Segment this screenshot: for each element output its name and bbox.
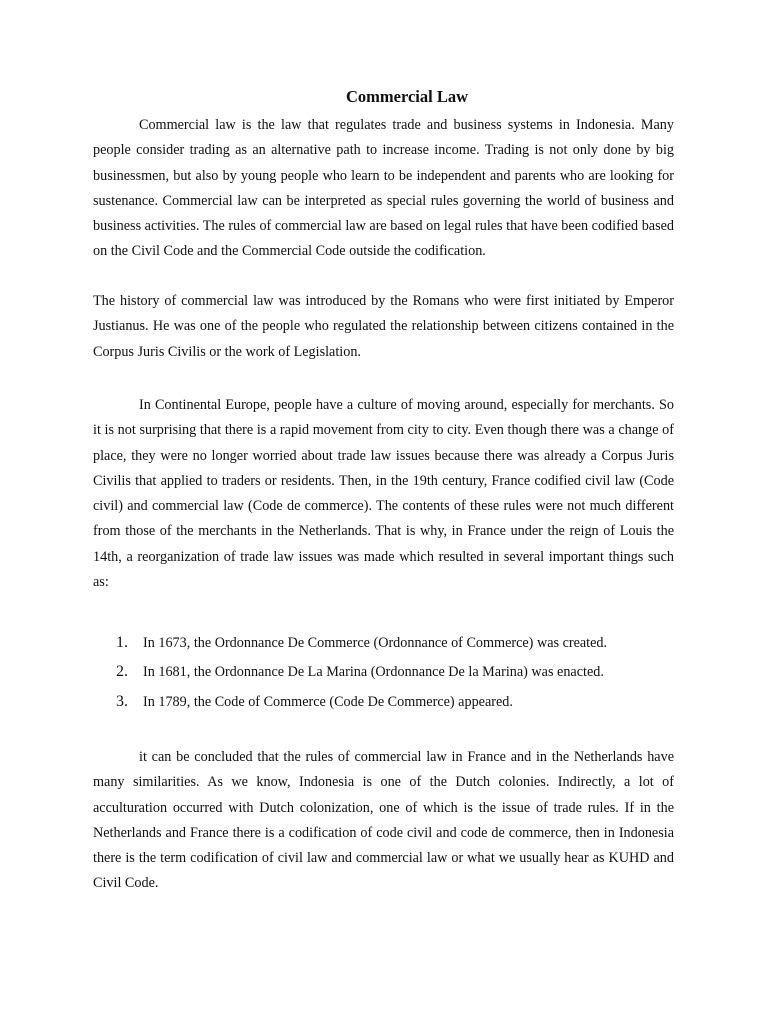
list-text: In 1681, the Ordonnance De La Marina (Ordonnance De la Marina) was enacted. bbox=[143, 664, 604, 681]
list-number: 1. bbox=[116, 634, 128, 651]
paragraph-history: The history of commercial law was introduced by the Romans who were first initiated by Emperor Justianus. He was one of the people who regulated the relationship between citizens contained in the Corpus Juris Civilis or the work of Legislation. bbox=[93, 293, 674, 360]
list-item bbox=[116, 661, 676, 690]
paragraph-conclusion: it can be concluded that the rules of commercial law in France and in the Netherlands have many similarities. As we know, Indonesia is one of the Dutch colonies. Indirectly, a lot of acculturation occurred with Dutch colonization, one of which is the issue of trade rules. If in the Netherlands and France there is a codification of code civil and code de commerce, then in Indonesia there is the term codification of civil law and commercial law or what we usually hear as KUHD and Civil Code. bbox=[93, 749, 674, 892]
page-title: Commercial Law bbox=[345, 87, 469, 106]
list-item bbox=[116, 691, 676, 720]
list-number: 3. bbox=[116, 692, 128, 710]
list-item bbox=[116, 632, 676, 661]
numbered-list bbox=[116, 632, 676, 720]
list-text: In 1789, the Code of Commerce (Code De Commerce) appeared. bbox=[143, 693, 513, 710]
paragraph-continental-europe: In Continental Europe, people have a culture of moving around, especially for merchants. So it is not surprising that there is a rapid movement from city to city. Even though there was a change of place, they were no longer worried about trade law issues because there was already a Corpus Juris Civilis that applied to traders or residents. Then, in the 19th century, France codified civil law (Code civil) and commercial law (Code de commerce). The contents of these rules were not much different from those of the merchants in the Netherlands. That is why, in France under the reign of Louis the 14th, a reorganization of trade law issues was made which resulted in several important things such as: bbox=[93, 397, 674, 591]
list-number: 2. bbox=[116, 663, 128, 681]
list-text: In 1673, the Ordonnance De Commerce (Ordonnance of Commerce) was created. bbox=[143, 635, 608, 651]
paragraph-intro: Commercial law is the law that regulates trade and business systems in Indonesia. Many people consider trading as an alternative path to increase income. Trading is not only done by big businessmen, but also by young people who learn to be independent and parents who are looking for sustenance. Commercial law can be interpreted as special rules governing the world of business and business activities. The rules of commercial law are based on legal rules that have been codified based on the Civil Code and the Commercial Code outside the codification. bbox=[93, 117, 674, 260]
